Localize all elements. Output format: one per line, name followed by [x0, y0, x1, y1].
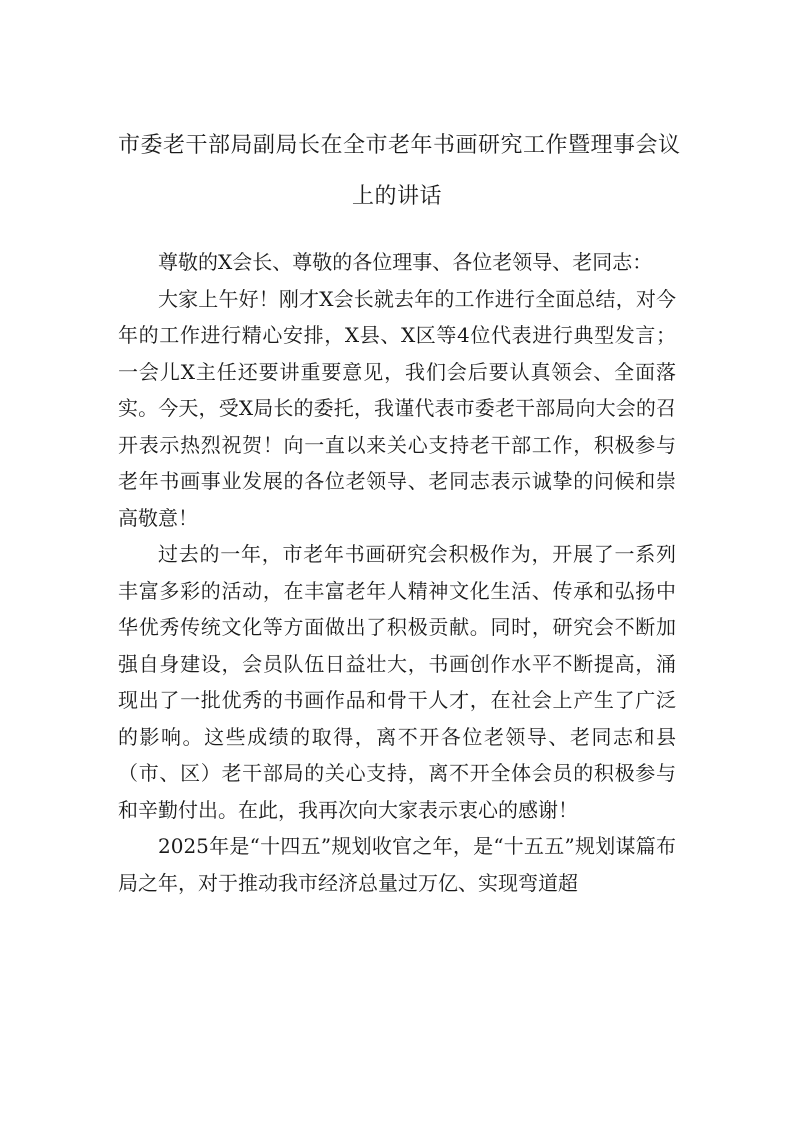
document-title-line-1: 市委老干部局副局长在全市老年书画研究工作暨理事会议: [118, 133, 681, 158]
body-paragraph: 2025年是“十四五”规划收官之年，是“十五五”规划谋篇布局之年，对于推动我市经济总量过万亿、实现弯道超: [118, 834, 676, 895]
salutation-paragraph: 尊敬的X会长、尊敬的各位理事、各位老领导、老同志：: [158, 250, 653, 274]
body-paragraph: 过去的一年，市老年书画研究会积极作为，开展了一系列丰富多彩的活动，在丰富老年人精神文化生活、传承和弘扬中华优秀传统文化等方面做出了积极贡献。同时，研究会不断加强自身建设，会员队伍日益壮大，书画创作水平不断提高，涌现出了一批优秀的书画作品和骨干人才，在社会上产生了广泛的影响。这些成绩的取得，离不开各位老领导、老同志和县（市、区）老干部局的关心支持，离不开全体会员的积极参与和辛勤付出。在此，我再次向大家表示衷心的感谢！: [118, 542, 676, 822]
document-title-line-2: 上的讲话: [351, 184, 442, 209]
body-paragraph: 大家上午好！刚才X会长就去年的工作进行全面总结，对今年的工作进行精心安排，X县、X区等4位代表进行典型发言；一会儿X主任还要讲重要意见，我们会后要认真领会、全面落实。今天，受X局长的委托，我谨代表市委老干部局向大会的召开表示热烈祝贺！向一直以来关心支持老干部工作，积极参与老年书画事业发展的各位老领导、老同志表示诚挚的问候和崇高敬意！: [118, 286, 676, 530]
document-body: [118, 244, 676, 901]
